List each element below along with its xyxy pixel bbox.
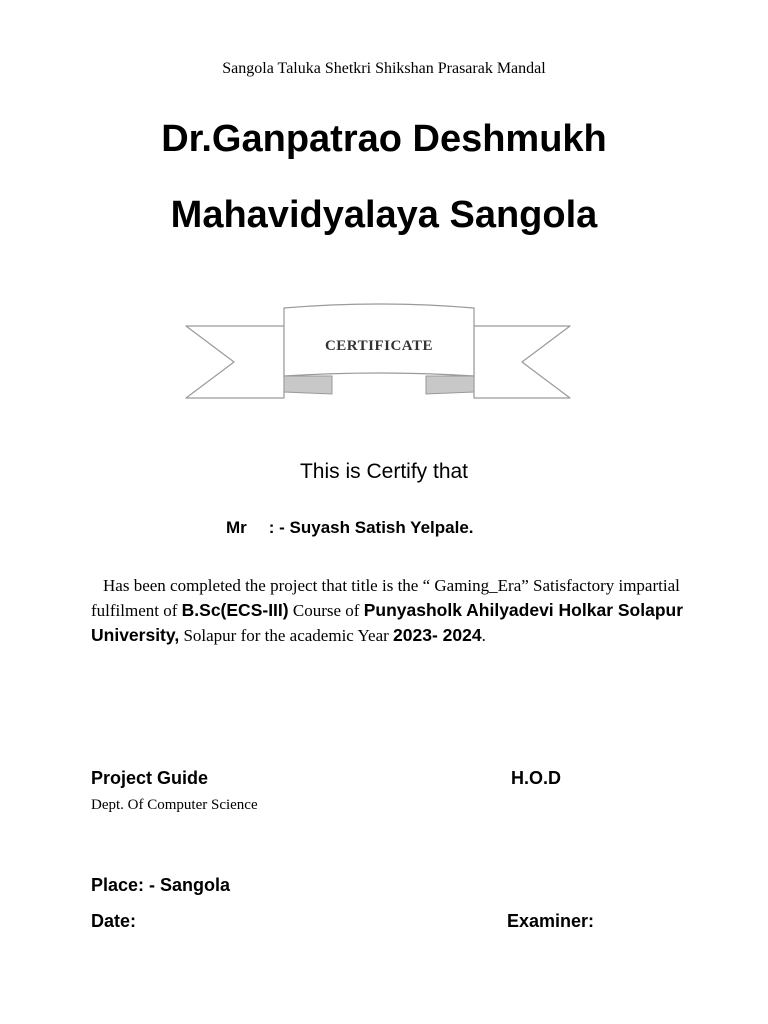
hod-label: H.O.D: [511, 768, 562, 788]
society-name: Sangola Taluka Shetkri Shikshan Prasarak Mandal: [222, 60, 546, 77]
para-text-1: Has been completed the project that title is the “ Gaming_Era” Satisfactory impartial fulfilment of: [91, 576, 680, 620]
department-label: Dept. Of Computer Science: [91, 797, 258, 813]
certificate-paragraph: [91, 574, 731, 648]
name-prefix: Mr: [226, 518, 247, 537]
para-end: .: [481, 626, 486, 645]
recipient-name: : - Suyash Satish Yelpale.: [268, 518, 474, 537]
date-label: Date:: [91, 911, 137, 931]
college-name-line1: Dr.Ganpatrao Deshmukh: [161, 118, 607, 160]
course-name: B.Sc(ECS-III): [181, 600, 289, 620]
certificate-banner-text: CERTIFICATE: [324, 338, 434, 354]
project-guide-label: Project Guide: [91, 768, 209, 788]
recipient-name-line: [226, 518, 474, 538]
examiner-label: Examiner:: [507, 911, 595, 931]
college-name-line2: Mahavidyalaya Sangola: [170, 194, 598, 236]
para-text-3: Solapur for the academic Year: [179, 626, 394, 645]
university-name: Punyasholk Ahilyadevi Holkar Solapur University,: [91, 600, 684, 645]
place-label: Place: - Sangola: [91, 875, 231, 895]
certify-statement: This is Certify that: [299, 460, 469, 483]
academic-year: 2023- 2024: [393, 625, 482, 645]
para-text-2: Course of: [288, 601, 364, 620]
